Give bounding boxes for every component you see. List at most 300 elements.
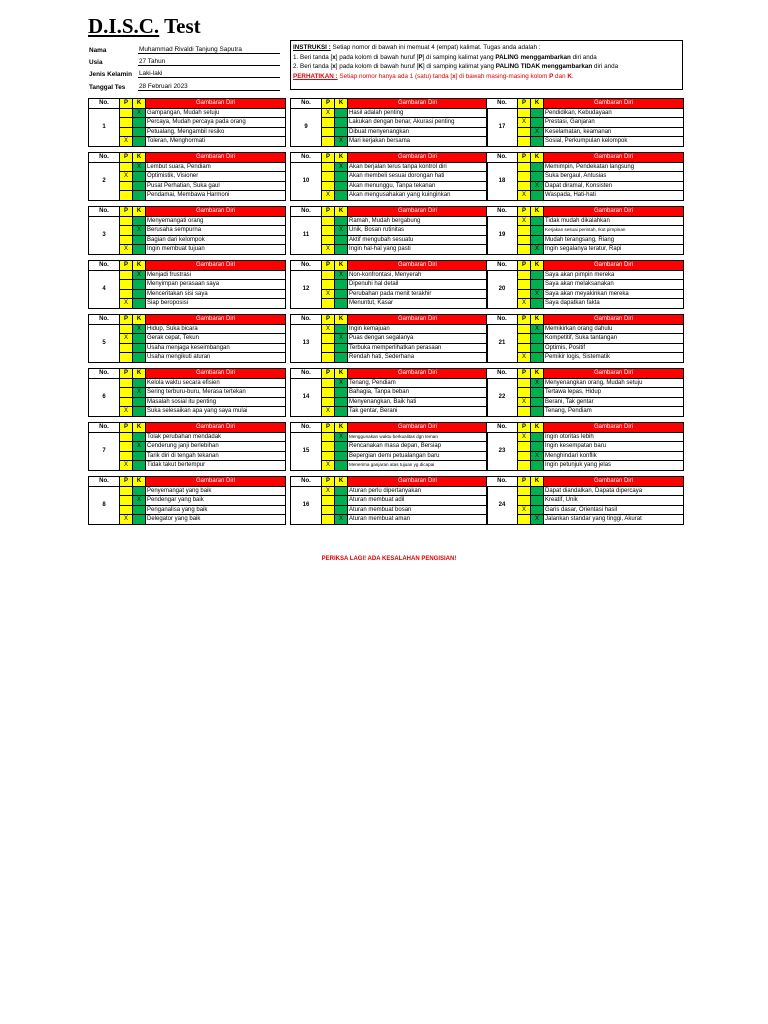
p-cell[interactable]: X (322, 407, 335, 417)
header-k: K (531, 423, 544, 433)
statement-text: Delegator yang baik (146, 515, 286, 525)
p-cell[interactable] (518, 162, 531, 172)
p-cell[interactable] (120, 226, 133, 236)
question-block (486, 152, 684, 201)
k-cell[interactable]: X (133, 162, 146, 172)
k-cell[interactable]: X (133, 496, 146, 506)
statement-row (291, 216, 488, 226)
p-cell[interactable] (322, 270, 335, 280)
p-cell[interactable] (120, 108, 133, 118)
k-cell[interactable] (531, 118, 544, 128)
p-cell[interactable] (322, 334, 335, 344)
p-cell[interactable]: X (518, 191, 531, 201)
header-no: No. (291, 423, 322, 433)
info-label: Nama (89, 46, 107, 54)
statement-text: Gampangan, Mudah setuju (146, 108, 286, 118)
p-cell[interactable] (322, 235, 335, 245)
p-cell[interactable] (322, 280, 335, 290)
k-cell[interactable] (531, 334, 544, 344)
question-block (290, 476, 488, 525)
statement-text: Saya akan melaksanakan (544, 280, 684, 290)
k-cell[interactable] (133, 486, 146, 496)
header-p: P (518, 369, 531, 379)
p-cell[interactable] (120, 235, 133, 245)
header-no: No. (487, 207, 518, 217)
k-cell[interactable] (335, 407, 348, 417)
p-cell[interactable] (120, 378, 133, 388)
statement-text: Menuntut, Kasar (348, 299, 488, 309)
k-cell[interactable]: X (531, 324, 544, 334)
k-cell[interactable] (335, 172, 348, 182)
k-cell[interactable]: X (133, 324, 146, 334)
p-cell[interactable]: X (322, 191, 335, 201)
p-cell[interactable]: X (322, 486, 335, 496)
k-cell[interactable]: X (531, 245, 544, 255)
statement-text: Unik, Bosan rutinitas (348, 226, 488, 236)
k-cell[interactable]: X (335, 226, 348, 236)
p-cell[interactable] (120, 343, 133, 353)
question-number: 9 (291, 108, 322, 146)
p-cell[interactable] (518, 245, 531, 255)
statement-text: Tolak perubahan mendadak (146, 432, 286, 442)
p-cell[interactable] (518, 235, 531, 245)
statement-text: Menyenangkan orang, Mudah setuju (544, 378, 684, 388)
k-cell[interactable]: X (335, 432, 348, 442)
k-cell[interactable] (133, 343, 146, 353)
p-cell[interactable] (518, 108, 531, 118)
header-k: K (133, 315, 146, 325)
statement-text: Bepergian demi petualangan baru (348, 451, 488, 461)
header-no: No. (487, 153, 518, 163)
statement-text: Optimis, Positif (544, 343, 684, 353)
p-cell[interactable]: X (518, 432, 531, 442)
p-cell[interactable] (120, 216, 133, 226)
p-cell[interactable] (518, 388, 531, 398)
k-cell[interactable] (133, 515, 146, 525)
k-cell[interactable] (531, 343, 544, 353)
p-cell[interactable] (120, 191, 133, 201)
p-cell[interactable] (518, 127, 531, 137)
p-cell[interactable]: X (120, 461, 133, 471)
k-cell[interactable] (531, 270, 544, 280)
k-cell[interactable]: X (335, 162, 348, 172)
k-cell[interactable] (531, 172, 544, 182)
p-cell[interactable] (322, 388, 335, 398)
k-cell[interactable] (335, 388, 348, 398)
p-cell[interactable] (322, 451, 335, 461)
k-cell[interactable] (531, 407, 544, 417)
header-desc: Gambaran Diri (544, 369, 684, 379)
statement-text: Tidak mudah dikalahkan (544, 216, 684, 226)
p-cell[interactable] (322, 442, 335, 452)
k-cell[interactable] (531, 353, 544, 363)
statement-text: Keselamatan, keamanan (544, 127, 684, 137)
statement-text: Pusat Perhatian, Suka gaul (146, 181, 286, 191)
p-cell[interactable]: X (518, 216, 531, 226)
k-cell[interactable] (335, 245, 348, 255)
p-cell[interactable] (518, 289, 531, 299)
header-desc: Gambaran Diri (146, 207, 286, 217)
header-no: No. (291, 369, 322, 379)
p-cell[interactable]: X (120, 137, 133, 147)
k-cell[interactable] (531, 388, 544, 398)
k-cell[interactable]: X (335, 137, 348, 147)
k-cell[interactable] (335, 280, 348, 290)
statement-text: Rendah hati, Sederhana (348, 353, 488, 363)
k-cell[interactable] (531, 191, 544, 201)
p-cell[interactable] (120, 289, 133, 299)
k-cell[interactable] (531, 486, 544, 496)
p-cell[interactable]: X (322, 324, 335, 334)
k-cell[interactable]: X (335, 378, 348, 388)
header-p: P (322, 99, 335, 109)
k-cell[interactable] (531, 280, 544, 290)
p-cell[interactable] (322, 118, 335, 128)
statement-text: Aturan membuat aman (348, 515, 488, 525)
statement-text: Pemikir logis, Sistematik (544, 353, 684, 363)
p-cell[interactable]: X (518, 299, 531, 309)
p-cell[interactable] (518, 172, 531, 182)
p-cell[interactable] (322, 397, 335, 407)
k-cell[interactable] (335, 289, 348, 299)
k-cell[interactable] (335, 235, 348, 245)
instructions-intro (293, 43, 680, 53)
p-cell[interactable] (120, 324, 133, 334)
k-cell[interactable] (335, 108, 348, 118)
test-date-field[interactable]: 28 Februari 2023 (138, 78, 280, 91)
p-cell[interactable]: X (120, 515, 133, 525)
statement-text: Prestasi, Ganjaran (544, 118, 684, 128)
p-cell[interactable] (322, 299, 335, 309)
k-cell[interactable] (133, 280, 146, 290)
k-cell[interactable] (133, 397, 146, 407)
k-cell[interactable]: X (133, 108, 146, 118)
question-number: 12 (291, 270, 322, 308)
k-cell[interactable]: X (133, 442, 146, 452)
p-cell[interactable] (322, 127, 335, 137)
statement-text: Tenang, Pendiam (348, 378, 488, 388)
k-cell[interactable] (133, 461, 146, 471)
header-desc: Gambaran Diri (146, 99, 286, 109)
header-desc: Gambaran Diri (348, 99, 488, 109)
k-cell[interactable] (335, 299, 348, 309)
header-desc: Gambaran Diri (146, 315, 286, 325)
p-cell[interactable] (322, 181, 335, 191)
p-cell[interactable] (120, 270, 133, 280)
p-cell[interactable] (518, 226, 531, 236)
k-cell[interactable] (133, 334, 146, 344)
p-cell[interactable]: X (322, 461, 335, 471)
p-cell[interactable] (120, 127, 133, 137)
k-cell[interactable]: X (335, 334, 348, 344)
k-cell[interactable]: X (531, 451, 544, 461)
statement-text: Ingin kesempatan baru (544, 442, 684, 452)
p-cell[interactable]: X (120, 299, 133, 309)
p-cell[interactable] (322, 496, 335, 506)
k-cell[interactable] (335, 461, 348, 471)
k-cell[interactable] (335, 127, 348, 137)
header-no: No. (89, 153, 120, 163)
p-cell[interactable] (120, 397, 133, 407)
header-no: No. (89, 207, 120, 217)
k-cell[interactable] (133, 505, 146, 515)
p-cell[interactable] (120, 388, 133, 398)
k-cell[interactable]: X (133, 270, 146, 280)
k-cell[interactable] (335, 191, 348, 201)
p-cell[interactable] (518, 324, 531, 334)
statement-text: Kelola waktu secara efisien (146, 378, 286, 388)
statement-row (487, 432, 684, 442)
p-cell[interactable] (518, 334, 531, 344)
k-cell[interactable]: X (531, 181, 544, 191)
p-cell[interactable] (120, 280, 133, 290)
p-cell[interactable]: X (120, 334, 133, 344)
statement-row (487, 270, 684, 280)
k-cell[interactable]: X (335, 515, 348, 525)
p-cell[interactable] (322, 515, 335, 525)
header-p: P (120, 315, 133, 325)
k-cell[interactable] (133, 353, 146, 363)
question-number: 15 (291, 432, 322, 470)
header-desc: Gambaran Diri (544, 315, 684, 325)
p-cell[interactable] (120, 162, 133, 172)
p-cell[interactable] (518, 486, 531, 496)
statement-row (89, 216, 286, 226)
statement-text: Puas dengan segalanya (348, 334, 488, 344)
header-desc: Gambaran Diri (348, 369, 488, 379)
k-cell[interactable] (335, 324, 348, 334)
p-cell[interactable] (518, 270, 531, 280)
statement-text: Tenang, Pendiam (544, 407, 684, 417)
p-cell[interactable]: X (518, 397, 531, 407)
p-cell[interactable] (322, 432, 335, 442)
k-cell[interactable] (335, 486, 348, 496)
question-block (290, 422, 488, 471)
p-cell[interactable] (322, 505, 335, 515)
k-cell[interactable] (133, 137, 146, 147)
k-cell[interactable] (133, 245, 146, 255)
k-cell[interactable] (133, 191, 146, 201)
k-cell[interactable] (531, 226, 544, 236)
k-cell[interactable]: X (335, 270, 348, 280)
statement-row (89, 162, 286, 172)
header-no: No. (487, 477, 518, 487)
p-cell[interactable] (322, 343, 335, 353)
statement-text: Menggunakan waktu berkualitas dgn teman (348, 432, 488, 442)
header-no: No. (487, 315, 518, 325)
p-cell[interactable] (120, 432, 133, 442)
header-desc: Gambaran Diri (544, 477, 684, 487)
k-cell[interactable]: X (133, 388, 146, 398)
header-no: No. (487, 369, 518, 379)
k-cell[interactable] (531, 299, 544, 309)
k-cell[interactable] (531, 496, 544, 506)
k-cell[interactable] (531, 235, 544, 245)
p-cell[interactable] (518, 407, 531, 417)
statement-text: Menerima ganjaran atas tujuan yg dicapai (348, 461, 488, 471)
question-block (486, 422, 684, 471)
p-cell[interactable]: X (322, 108, 335, 118)
statement-text: Petualang, Mengambil resiko (146, 127, 286, 137)
p-cell[interactable] (518, 280, 531, 290)
header-k: K (531, 261, 544, 271)
age-field[interactable]: 27 Tahun (138, 54, 280, 66)
statement-text: Sosial, Perkumpulan kelompok (544, 137, 684, 147)
k-cell[interactable] (133, 118, 146, 128)
k-cell[interactable]: X (531, 289, 544, 299)
question-number: 22 (487, 378, 518, 416)
k-cell[interactable] (133, 235, 146, 245)
statement-text: Ingin membuat tujuan (146, 245, 286, 255)
statement-row (487, 486, 684, 496)
p-cell[interactable]: X (322, 245, 335, 255)
statement-text: Saya akan meyakinkan mereka (544, 289, 684, 299)
p-cell[interactable] (518, 515, 531, 525)
instruction-line-1: 1. Beri tanda [x] pada kolom di bawah huruf [P] di samping kalimat yang PALING menggambarkan diri anda (293, 53, 597, 61)
statement-text: Ingin hal-hal yang pasti (348, 245, 488, 255)
p-cell[interactable] (120, 181, 133, 191)
p-cell[interactable] (322, 216, 335, 226)
k-cell[interactable] (531, 108, 544, 118)
k-cell[interactable] (335, 353, 348, 363)
k-cell[interactable]: X (133, 226, 146, 236)
statement-row (487, 324, 684, 334)
p-cell[interactable] (518, 451, 531, 461)
p-cell[interactable] (322, 353, 335, 363)
k-cell[interactable] (133, 407, 146, 417)
header-no: No. (89, 369, 120, 379)
header-desc: Gambaran Diri (348, 261, 488, 271)
statement-text: Ingin otoritas lebih (544, 432, 684, 442)
k-cell[interactable] (531, 461, 544, 471)
question-number: 14 (291, 378, 322, 416)
p-cell[interactable] (518, 137, 531, 147)
question-block (290, 152, 488, 201)
k-cell[interactable] (335, 442, 348, 452)
question-number: 19 (487, 216, 518, 254)
k-cell[interactable] (531, 397, 544, 407)
p-cell[interactable]: X (120, 407, 133, 417)
k-cell[interactable] (133, 289, 146, 299)
header-desc: Gambaran Diri (348, 423, 488, 433)
statement-row (291, 378, 488, 388)
k-cell[interactable] (531, 432, 544, 442)
p-cell[interactable] (518, 496, 531, 506)
p-cell[interactable] (120, 353, 133, 363)
p-cell[interactable] (120, 442, 133, 452)
question-number: 23 (487, 432, 518, 470)
question-block (486, 98, 684, 147)
statement-text: Dibuat menyenangkan (348, 127, 488, 137)
p-cell[interactable] (518, 442, 531, 452)
gender-field[interactable]: Laki-laki (138, 66, 280, 78)
p-cell[interactable] (120, 118, 133, 128)
k-cell[interactable] (531, 216, 544, 226)
header-k: K (531, 153, 544, 163)
header-p: P (322, 207, 335, 217)
k-cell[interactable] (133, 378, 146, 388)
instructions-box (290, 40, 683, 90)
p-cell[interactable]: X (518, 505, 531, 515)
p-cell[interactable] (322, 226, 335, 236)
p-cell[interactable] (120, 505, 133, 515)
header-k: K (133, 423, 146, 433)
header-p: P (518, 261, 531, 271)
p-cell[interactable] (322, 172, 335, 182)
statement-row (291, 486, 488, 496)
header-k: K (335, 315, 348, 325)
p-cell[interactable] (518, 181, 531, 191)
p-cell[interactable] (322, 162, 335, 172)
k-cell[interactable] (133, 127, 146, 137)
p-cell[interactable]: X (518, 118, 531, 128)
question-number: 7 (89, 432, 120, 470)
k-cell[interactable] (133, 299, 146, 309)
k-cell[interactable] (133, 172, 146, 182)
header-desc: Gambaran Diri (146, 153, 286, 163)
k-cell[interactable] (335, 343, 348, 353)
k-cell[interactable] (335, 496, 348, 506)
p-cell[interactable] (120, 451, 133, 461)
k-cell[interactable] (133, 181, 146, 191)
p-cell[interactable]: X (518, 353, 531, 363)
question-number: 1 (89, 108, 120, 146)
k-cell[interactable] (335, 505, 348, 515)
p-cell[interactable] (518, 343, 531, 353)
k-cell[interactable] (133, 216, 146, 226)
p-cell[interactable] (120, 496, 133, 506)
k-cell[interactable] (335, 118, 348, 128)
p-cell[interactable] (322, 137, 335, 147)
k-cell[interactable]: X (531, 378, 544, 388)
k-cell[interactable] (531, 442, 544, 452)
p-cell[interactable] (518, 461, 531, 471)
k-cell[interactable] (531, 505, 544, 515)
k-cell[interactable] (133, 432, 146, 442)
header-k: K (335, 477, 348, 487)
p-cell[interactable]: X (120, 172, 133, 182)
k-cell[interactable] (531, 162, 544, 172)
statement-text: Akan berjalan terus tanpa kontrol diri (348, 162, 488, 172)
header-p: P (518, 315, 531, 325)
p-cell[interactable]: X (120, 245, 133, 255)
statement-text: Menyimpan perasaan saya (146, 280, 286, 290)
k-cell[interactable]: X (531, 515, 544, 525)
k-cell[interactable]: X (531, 127, 544, 137)
k-cell[interactable] (335, 216, 348, 226)
statement-text: Ingin segalanya teratur, Rapi (544, 245, 684, 255)
statement-row (291, 270, 488, 280)
p-cell[interactable] (518, 378, 531, 388)
k-cell[interactable] (335, 397, 348, 407)
k-cell[interactable] (335, 451, 348, 461)
question-number: 10 (291, 162, 322, 200)
k-cell[interactable] (133, 451, 146, 461)
p-cell[interactable] (322, 378, 335, 388)
instructions-heading: INSTRUKSI : (293, 44, 331, 51)
header-desc: Gambaran Diri (544, 99, 684, 109)
p-cell[interactable] (120, 486, 133, 496)
header-p: P (120, 99, 133, 109)
k-cell[interactable] (531, 137, 544, 147)
name-field[interactable]: Muhammad Rivaldi Tanjung Saputra (138, 42, 280, 54)
statement-text: Ramah, Mudah bergabung (348, 216, 488, 226)
k-cell[interactable] (335, 181, 348, 191)
statement-text: Kreatif, Unik (544, 496, 684, 506)
statement-text: Toleran, Menghormati (146, 137, 286, 147)
p-cell[interactable]: X (322, 289, 335, 299)
question-number: 24 (487, 486, 518, 524)
